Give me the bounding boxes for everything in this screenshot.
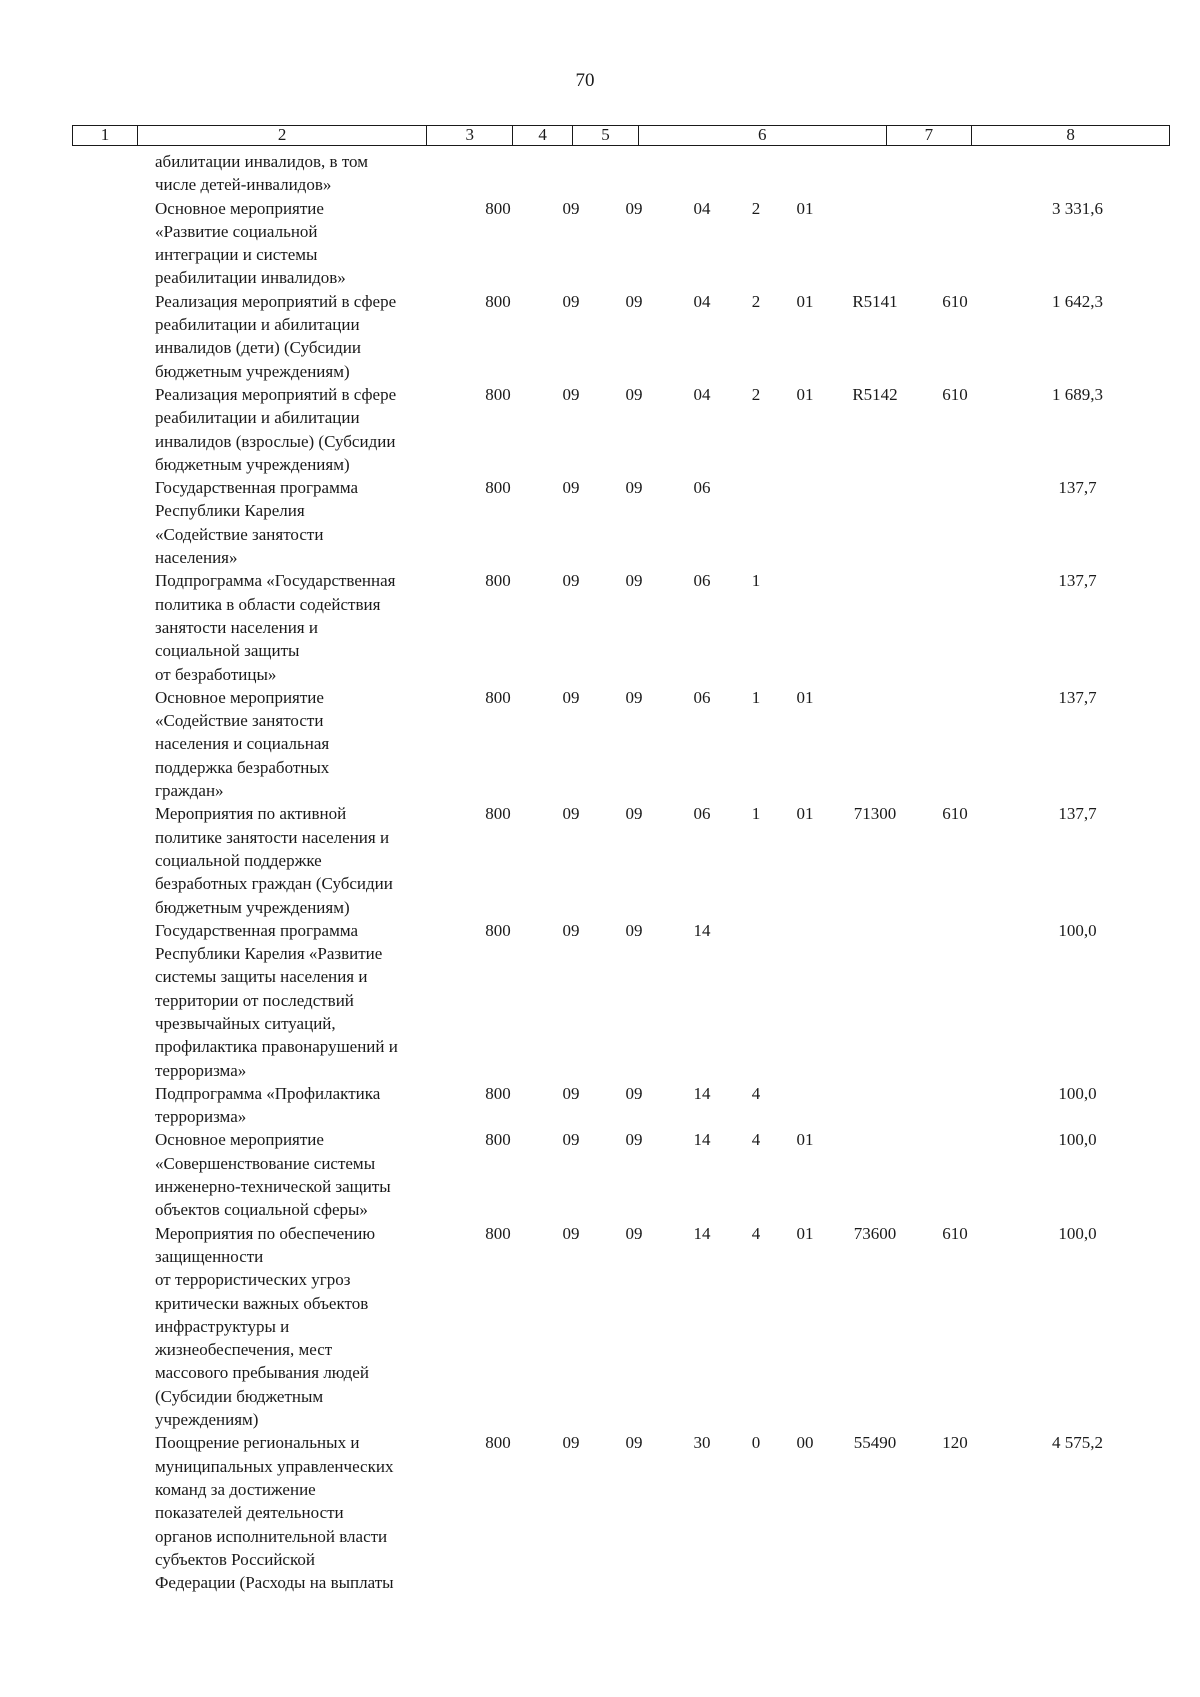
header-col-2: 2	[138, 126, 427, 145]
row-program-code: 30	[693, 1433, 711, 1453]
row-section	[541, 150, 601, 197]
row-expense-type: 610	[942, 1223, 968, 1243]
row-section: 09	[562, 920, 580, 940]
row-program-code: 06	[693, 571, 711, 591]
row-subsection: 09	[625, 1130, 643, 1150]
row-program-code: 14	[693, 1223, 711, 1243]
row-direction-code: 73600	[853, 1223, 897, 1243]
row-amount: 137,7	[1058, 478, 1097, 498]
row-program-code: 06	[693, 687, 711, 707]
header-col-1: 1	[73, 126, 138, 145]
row-expense-type	[915, 1128, 995, 1221]
row-direction-code: R5142	[852, 384, 898, 404]
row-program-code: 06	[693, 804, 711, 824]
table-row	[72, 802, 1170, 918]
row-direction-code	[835, 476, 915, 569]
row-amount	[995, 150, 1160, 197]
row-section: 09	[562, 384, 580, 404]
row-subprogram-code	[737, 150, 775, 197]
row-ved-code: 800	[485, 478, 511, 498]
row-subprogram-code: 2	[751, 384, 761, 404]
row-direction-code: 55490	[853, 1433, 897, 1453]
row-ved-code: 800	[485, 571, 511, 591]
row-ved-code: 800	[485, 920, 511, 940]
row-ved-code: 800	[485, 1130, 511, 1150]
row-subsection: 09	[625, 1083, 643, 1103]
row-subsection: 09	[625, 1433, 643, 1453]
row-name: Подпрограмма «Профилактика терроризма»	[155, 1083, 381, 1127]
row-name: Поощрение региональных и муниципальных управленческих команд за достижение показателей деятельности органов исполнительной власти субъектов Российской Федерации (Расходы на выплаты	[155, 1433, 394, 1593]
row-amount: 137,7	[1058, 804, 1097, 824]
row-event-code: 01	[796, 804, 814, 824]
row-amount: 3 331,6	[1052, 198, 1103, 218]
row-section: 09	[562, 1083, 580, 1103]
row-name: Основное мероприятие «Содействие занятости населения и социальная поддержка безработных граждан»	[155, 687, 330, 801]
header-col-4: 4	[513, 126, 573, 145]
row-expense-type	[915, 919, 995, 1082]
row-expense-type	[915, 197, 995, 290]
row-program-code: 06	[693, 478, 711, 498]
row-ved-code: 800	[485, 198, 511, 218]
table-row	[72, 1128, 1170, 1221]
row-subprogram-code	[737, 919, 775, 1082]
row-section: 09	[562, 1433, 580, 1453]
row-name: Мероприятия по активной политике занятости населения и социальной поддержке безработных граждан (Субсидии бюджетным учреждениям)	[155, 804, 393, 917]
row-amount: 1 642,3	[1052, 291, 1103, 311]
table-header	[72, 125, 1170, 146]
row-direction-code	[835, 197, 915, 290]
row-subprogram-code: 4	[751, 1083, 761, 1103]
row-direction-code: R5141	[852, 291, 898, 311]
row-ved-code: 800	[485, 804, 511, 824]
row-subprogram-code: 0	[751, 1433, 761, 1453]
row-ved-code	[455, 150, 541, 197]
row-subsection: 09	[625, 1223, 643, 1243]
row-name: абилитации инвалидов, в том числе детей-инвалидов»	[155, 152, 368, 195]
row-amount: 100,0	[1058, 1083, 1097, 1103]
row-event-code	[775, 150, 835, 197]
row-program-code: 14	[693, 1083, 711, 1103]
row-expense-type: 610	[942, 384, 968, 404]
row-amount: 137,7	[1058, 687, 1097, 707]
row-name: Подпрограмма «Государственная политика в области содействия занятости населения и социальной защиты от безработицы»	[155, 571, 396, 684]
row-subsection	[601, 150, 667, 197]
row-name: Мероприятия по обеспечению защищенности от террористических угроз критически важных объектов инфраструктуры и жизнеобеспечения, мест массового пребывания людей (Субсидии бюджетным учреждениям)	[155, 1223, 376, 1430]
table-row	[72, 197, 1170, 290]
row-section: 09	[562, 571, 580, 591]
row-subsection: 09	[625, 687, 643, 707]
row-event-code	[775, 919, 835, 1082]
row-amount: 100,0	[1058, 1130, 1097, 1150]
table-row	[72, 290, 1170, 383]
row-event-code	[775, 476, 835, 569]
row-ved-code: 800	[485, 384, 511, 404]
table-row	[72, 383, 1170, 476]
header-col-8: 8	[1066, 125, 1075, 144]
row-event-code: 01	[796, 1223, 814, 1243]
row-event-code	[775, 569, 835, 685]
row-direction-code	[835, 1082, 915, 1129]
row-subsection: 09	[625, 920, 643, 940]
header-col-7: 7	[887, 126, 973, 145]
row-subsection: 09	[625, 198, 643, 218]
row-subprogram-code	[737, 476, 775, 569]
row-expense-type	[915, 476, 995, 569]
row-subprogram-code: 2	[751, 291, 761, 311]
row-program-code: 04	[693, 291, 711, 311]
row-expense-type: 120	[942, 1433, 968, 1453]
row-section: 09	[562, 198, 580, 218]
row-expense-type	[915, 150, 995, 197]
row-ved-code: 800	[485, 291, 511, 311]
row-amount: 100,0	[1058, 920, 1097, 940]
row-direction-code	[835, 1128, 915, 1221]
row-direction-code	[835, 919, 915, 1082]
row-name: Основное мероприятие «Совершенствование системы инженерно-технической защиты объектов социальной сферы»	[155, 1130, 391, 1220]
row-event-code: 00	[796, 1433, 814, 1453]
row-name: Реализация мероприятий в сфере реабилитации и абилитации инвалидов (взрослые) (Субсидии бюджетным учреждениям)	[155, 384, 397, 474]
row-section: 09	[562, 1223, 580, 1243]
row-expense-type	[915, 1082, 995, 1129]
row-subprogram-code: 2	[751, 198, 761, 218]
row-name: Реализация мероприятий в сфере реабилитации и абилитации инвалидов (дети) (Субсидии бюджетным учреждениям)	[155, 291, 397, 381]
page-number: 70	[575, 70, 595, 91]
row-direction-code: 71300	[853, 804, 897, 824]
row-name: Основное мероприятие «Развитие социальной интеграции и системы реабилитации инвалидов»	[155, 198, 346, 288]
row-ved-code: 800	[485, 1433, 511, 1453]
row-program-code	[667, 150, 737, 197]
row-event-code: 01	[796, 291, 814, 311]
table-row	[72, 476, 1170, 569]
row-subprogram-code: 4	[751, 1130, 761, 1150]
table-row	[72, 1431, 1170, 1594]
row-ved-code: 800	[485, 1083, 511, 1103]
row-section: 09	[562, 1130, 580, 1150]
row-program-code: 04	[693, 384, 711, 404]
row-section: 09	[562, 478, 580, 498]
row-subsection: 09	[625, 291, 643, 311]
row-expense-type	[915, 686, 995, 802]
table-row	[72, 569, 1170, 685]
header-col-6: 6	[639, 126, 887, 145]
table-row	[72, 1082, 1170, 1129]
row-program-code: 04	[693, 198, 711, 218]
row-ved-code: 800	[485, 1223, 511, 1243]
row-section: 09	[562, 291, 580, 311]
row-direction-code	[835, 150, 915, 197]
header-col-5: 5	[573, 126, 639, 145]
table-row	[72, 686, 1170, 802]
row-amount: 1 689,3	[1052, 384, 1103, 404]
row-direction-code	[835, 569, 915, 685]
row-event-code	[775, 1082, 835, 1129]
row-program-code: 14	[693, 1130, 711, 1150]
row-subprogram-code: 1	[751, 804, 761, 824]
row-subprogram-code: 1	[751, 687, 761, 707]
row-name: Государственная программа Республики Карелия «Развитие системы защиты населения и территории от последствий чрезвычайных ситуаций, профилактика правонарушений и терроризма»	[155, 920, 398, 1080]
header-col-3: 3	[427, 126, 513, 145]
table-row	[72, 919, 1170, 1082]
table-row	[72, 150, 1170, 197]
row-event-code: 01	[796, 384, 814, 404]
row-section: 09	[562, 804, 580, 824]
row-subsection: 09	[625, 804, 643, 824]
row-subprogram-code: 4	[751, 1223, 761, 1243]
row-ved-code: 800	[485, 687, 511, 707]
row-subsection: 09	[625, 384, 643, 404]
table-row	[72, 1222, 1170, 1432]
row-subprogram-code: 1	[751, 571, 761, 591]
row-amount: 137,7	[1058, 571, 1097, 591]
row-direction-code	[835, 686, 915, 802]
row-subsection: 09	[625, 478, 643, 498]
row-expense-type	[915, 569, 995, 685]
row-event-code: 01	[796, 687, 814, 707]
row-event-code: 01	[796, 1130, 814, 1150]
row-amount: 100,0	[1058, 1223, 1097, 1243]
row-subsection: 09	[625, 571, 643, 591]
row-program-code: 14	[693, 920, 711, 940]
row-event-code: 01	[796, 198, 814, 218]
row-expense-type: 610	[942, 804, 968, 824]
table-body	[72, 150, 1170, 1594]
row-section: 09	[562, 687, 580, 707]
row-expense-type: 610	[942, 291, 968, 311]
row-amount: 4 575,2	[1052, 1433, 1103, 1453]
row-name: Государственная программа Республики Карелия «Содействие занятости населения»	[155, 478, 359, 568]
